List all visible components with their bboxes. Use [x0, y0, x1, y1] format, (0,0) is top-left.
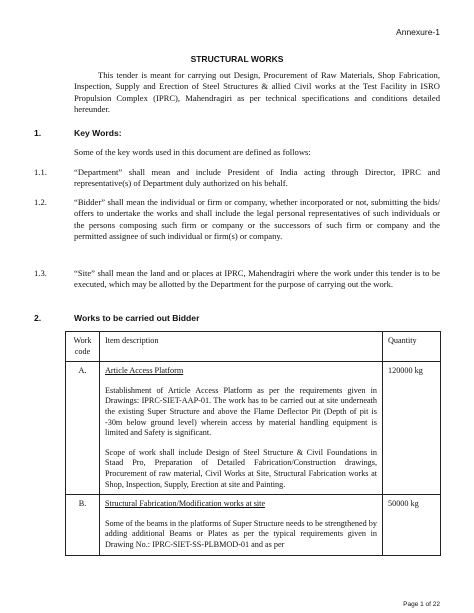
section-1-number: 1. [34, 128, 42, 138]
row-paragraph: Some of the beams in the platforms of Super Structure needs to be strengthened by adding additional Beams or Plates as per the typical requirements given in Drawing No.: IPRC-SIET-SS-PLBMOD-01 and as per [105, 518, 377, 549]
def-1-2-number: 1.2. [34, 197, 47, 207]
row-paragraph: Scope of work shall include Design of Steel Structure & Civil Foundations in Staad Pro, Preparation of Detailed Fabrication/Construction drawings, Procurement of raw material, Civil Works at Site, Structural Fabrication works at Shop, Inspection, Supply, Erection at site and Painting. [105, 447, 377, 489]
row-quantity: 50000 kg [383, 495, 441, 555]
row-title: Article Access Platform [105, 366, 184, 376]
header-work-code: Work code [66, 332, 100, 362]
section-2-heading: Works to be carried out Bidder [74, 313, 200, 323]
header-item-description: Item description [100, 332, 383, 362]
page-footer: Page 1 of 22 [403, 601, 440, 608]
table-header-row [66, 332, 441, 362]
section-1-lead: Some of the key words used in this document are defined as follows: [74, 147, 311, 157]
def-1-1-text: “Department” shall mean and include President of India acting through Director, IPRC and representative(s) of Department duly authorized on his behalf. [74, 167, 440, 189]
row-description [100, 362, 383, 495]
row-code: B. [66, 495, 100, 555]
table-row [66, 495, 441, 555]
row-title: Structural Fabrication/Modification works at site [105, 499, 266, 509]
section-2-number: 2. [34, 313, 42, 323]
intro-paragraph: This tender is meant for carrying out Design, Procurement of Raw Materials, Shop Fabrication, Inspection, Supply and Erection of Steel Structures & allied Civil works at the Test Facility in ISRO Propulsion Complex (IPRC), Mahendragiri as per technical specifications and conditions detailed hereunder. [74, 70, 440, 114]
section-1-heading: Key Words: [74, 128, 122, 138]
row-description [100, 495, 383, 555]
page-title: STRUCTURAL WORKS [190, 54, 284, 64]
header-quantity: Quantity [383, 332, 441, 362]
def-1-2-text: “Bidder” shall mean the individual or firm or company, whether incorporated or not, submitting the bids/ offers to undertake the works and shall include the legal personal representatives of such individuals or the persons composing such firm or company or the successors of such firm or company and the permitted assignee of such individual or firm(s) or company. [74, 197, 440, 241]
row-paragraph: Establishment of Article Access Platform as per the requirements given in Drawings: IPRC-SIET-AAP-01. The work has to be carried out at site underneath the existing Super Structure and above the Flame Deflector Pit (Depth of pit is -30m below ground level) wherein access by material handling equipment is limited and Safety is significant. [105, 385, 377, 438]
def-1-3-number: 1.3. [34, 268, 47, 278]
works-table [65, 331, 441, 556]
row-quantity: 120000 kg [383, 362, 441, 495]
def-1-3-text: “Site” shall mean the land and or places at IPRC, Mahendragiri where the work under this tender is to be executed, which may be allotted by the Department for the purpose of carrying out the work. [74, 268, 440, 290]
table-row [66, 362, 441, 495]
annexure-label: Annexure-1 [396, 27, 440, 37]
row-code: A. [66, 362, 100, 495]
def-1-1-number: 1.1. [34, 167, 47, 177]
